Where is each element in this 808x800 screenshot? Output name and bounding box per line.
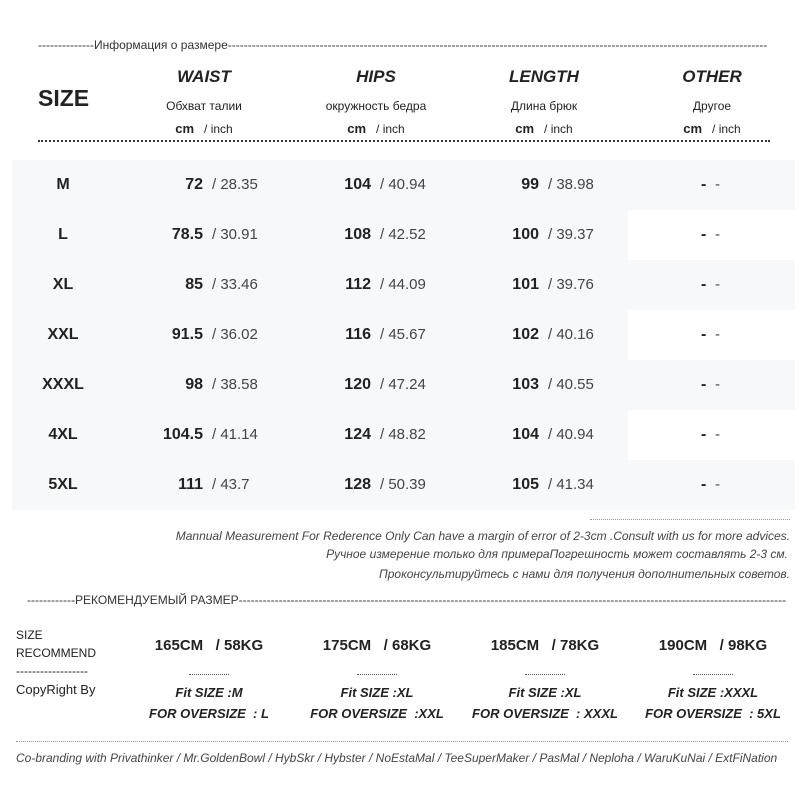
hips-inch: / 50.39 <box>380 476 426 493</box>
item-divider <box>525 674 565 675</box>
length-cm: 103 <box>512 376 539 393</box>
hips-cm: 128 <box>344 476 371 493</box>
copyright-label: CopyRight By <box>16 682 96 697</box>
hips-inch: / 40.94 <box>380 176 426 193</box>
table-row <box>12 210 795 260</box>
length-inch: / 39.37 <box>548 226 594 243</box>
length-cm: 100 <box>512 226 539 243</box>
size-cell: M <box>56 176 70 193</box>
unit-inch: / inch <box>544 122 573 136</box>
hips-cm: 116 <box>345 326 371 343</box>
table-row <box>12 410 795 460</box>
waist-cm: 78.5 <box>171 226 203 243</box>
column-unit <box>464 121 624 136</box>
length-inch: / 40.16 <box>548 326 594 343</box>
column-unit <box>632 121 792 136</box>
oversize-fit: FOR OVERSIZE : L <box>149 706 269 721</box>
hips-cm: 120 <box>344 376 371 393</box>
size-cell: XXXL <box>42 376 84 393</box>
hips-inch: / 48.82 <box>380 426 426 443</box>
length-inch: / 38.98 <box>548 176 594 193</box>
waist-inch: / 38.58 <box>212 376 258 393</box>
column-subtitle: Длина брюк <box>510 99 578 113</box>
size-cell: XL <box>52 276 74 293</box>
note-en: Mannual Measurement For Rederence Only Can have a margin of error of 2-3cm .Consult with us for more advices. <box>175 529 790 543</box>
other-cm: - <box>701 376 707 393</box>
length-inch: / 40.94 <box>548 426 594 443</box>
unit-inch: / inch <box>204 122 233 136</box>
column-title: LENGTH <box>509 67 579 86</box>
fit-size: Fit SIZE :XL <box>508 685 582 700</box>
column-title: HIPS <box>356 67 396 86</box>
co-branding-footer: Co-branding with Privathinker / Mr.GoldenBowl / HybSkr / Hybster / NoEstaMal / TeeSuperMaker / PasMal / Neploha / WaruKuNai / ExtFiNation <box>16 751 778 765</box>
column-subtitle: окружность бедра <box>325 99 427 113</box>
note-ru-1: Ручное измерение только для примераПогрешность может составлять 2-3 см. <box>326 547 788 561</box>
waist-inch: / 33.46 <box>212 276 258 293</box>
size-info-title: --------------Информация о размере--------------------------------------------------------------------------------------------------------------------------------------- <box>38 38 768 52</box>
notes-divider <box>590 519 790 520</box>
other-inch: - <box>715 476 720 493</box>
size-cell: XXL <box>47 326 79 343</box>
length-cm: 101 <box>512 276 539 293</box>
size-cell: 4XL <box>48 426 78 443</box>
waist-inch: / 43.7 <box>212 476 250 493</box>
other-inch: - <box>715 376 720 393</box>
column-unit <box>124 121 284 136</box>
label-line: RECOMMEND <box>16 646 96 660</box>
other-inch: - <box>715 276 720 293</box>
column-subtitle: Обхват талии <box>166 99 242 113</box>
column-title: WAIST <box>177 67 231 86</box>
waist-inch: / 36.02 <box>212 326 258 343</box>
hips-inch: / 45.67 <box>380 326 426 343</box>
item-divider <box>693 674 733 675</box>
size-recommend-label <box>16 626 96 662</box>
other-inch: - <box>715 226 720 243</box>
unit-cm: cm <box>515 121 535 136</box>
other-cm: - <box>701 476 707 493</box>
unit-inch: / inch <box>712 122 741 136</box>
unit-inch: / inch <box>376 122 405 136</box>
hips-inch: / 44.09 <box>380 276 426 293</box>
column-subtitle: Другое <box>692 99 732 113</box>
hips-cm: 112 <box>345 276 371 293</box>
length-cm: 99 <box>521 176 539 193</box>
length-inch: / 39.76 <box>548 276 594 293</box>
length-cm: 102 <box>512 326 539 343</box>
other-cm: - <box>701 226 707 243</box>
oversize-fit: FOR OVERSIZE : XXXL <box>472 706 618 721</box>
length-cm: 104 <box>512 426 539 443</box>
fit-size: Fit SIZE :XXXL <box>667 685 759 700</box>
header-divider <box>38 140 770 142</box>
table-row <box>12 360 795 410</box>
table-row <box>12 460 795 510</box>
unit-cm: cm <box>347 121 367 136</box>
waist-inch: / 30.91 <box>212 226 258 243</box>
other-inch: - <box>715 326 720 343</box>
note-ru-2: Проконсультируйтесь с нами для получения дополнительных советов. <box>379 567 790 581</box>
waist-inch: / 28.35 <box>212 176 258 193</box>
label-line: SIZE <box>16 628 43 642</box>
length-cm: 105 <box>512 476 539 493</box>
size-header: SIZE <box>38 85 90 111</box>
column-unit <box>296 121 456 136</box>
fit-size: Fit SIZE :XL <box>340 685 414 700</box>
waist-cm: 91.5 <box>171 326 203 343</box>
hips-cm: 124 <box>344 426 371 443</box>
label-divider: ------------------ <box>16 664 88 678</box>
item-divider <box>189 674 229 675</box>
other-cm: - <box>701 276 707 293</box>
hips-cm: 108 <box>344 226 371 243</box>
waist-cm: 98 <box>185 376 203 393</box>
body-measurement: 185CM / 78KG <box>490 637 600 654</box>
table-row <box>12 310 795 360</box>
other-inch: - <box>715 176 720 193</box>
footer-divider <box>16 741 788 742</box>
oversize-fit: FOR OVERSIZE : 5XL <box>645 706 781 721</box>
section-title: Информация о размере <box>93 38 228 52</box>
unit-cm: cm <box>175 121 195 136</box>
recommend-title: ------------РЕКОМЕНДУЕМЫЙ РАЗМЕР----------------------------------------------------------------------------------------------------------------------------------------- <box>27 593 787 607</box>
hips-inch: / 47.24 <box>380 376 426 393</box>
section-title: РЕКОМЕНДУЕМЫЙ РАЗМЕР <box>74 593 239 607</box>
oversize-fit: FOR OVERSIZE :XXL <box>310 706 444 721</box>
waist-cm: 111 <box>178 476 203 493</box>
waist-inch: / 41.14 <box>212 426 258 443</box>
table-row <box>12 260 795 310</box>
table-row <box>12 160 795 210</box>
waist-cm: 85 <box>185 276 203 293</box>
body-measurement: 190CM / 98KG <box>658 637 768 654</box>
other-cm: - <box>701 426 707 443</box>
body-measurement: 175CM / 68KG <box>322 637 432 654</box>
length-inch: / 40.55 <box>548 376 594 393</box>
waist-cm: 104.5 <box>162 426 203 443</box>
unit-cm: cm <box>683 121 703 136</box>
column-title: OTHER <box>682 67 742 86</box>
item-divider <box>357 674 397 675</box>
other-cm: - <box>701 176 707 193</box>
size-cell: L <box>58 226 68 243</box>
hips-cm: 104 <box>344 176 371 193</box>
other-inch: - <box>715 426 720 443</box>
waist-cm: 72 <box>185 176 203 193</box>
other-cm: - <box>701 326 707 343</box>
body-measurement: 165CM / 58KG <box>154 637 264 654</box>
length-inch: / 41.34 <box>548 476 594 493</box>
hips-inch: / 42.52 <box>380 226 426 243</box>
size-cell: 5XL <box>48 476 78 493</box>
fit-size: Fit SIZE :M <box>175 685 243 700</box>
